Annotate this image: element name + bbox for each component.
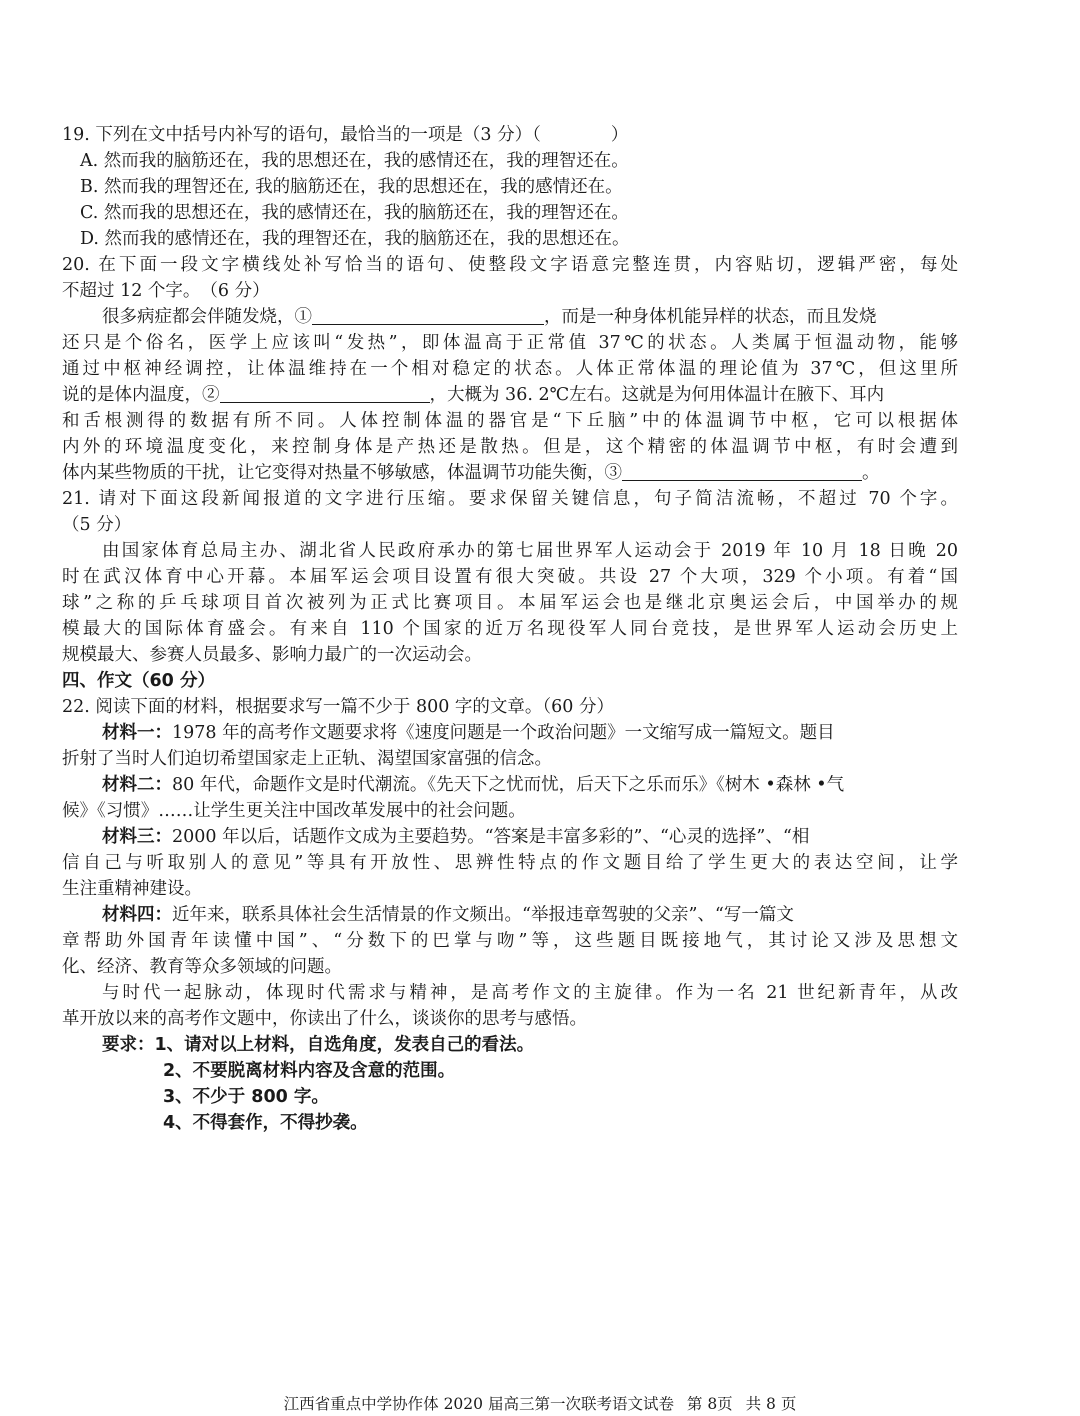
q22-material3-line1 [62, 824, 958, 850]
q20-text: 体内某些物质的干扰，让它变得对热量不够敏感，体温调节功能失衡，③ [62, 463, 622, 483]
material-label: 材料一： [102, 723, 172, 743]
material-text: 近年来，联系具体社会生活情景的作文频出。“举报违章驾驶的父亲”、“写一篇文 [172, 905, 794, 925]
q22-material4-line2: 章帮助外国青年读懂中国”、“分数下的巴掌与吻”等，这些题目既接地气，其讨论又涉及思想文 [62, 931, 958, 951]
footer-title: 江西省重点中学协作体 2020 届高三第一次联考语文试卷 [283, 1395, 674, 1413]
q20-passage-line7 [62, 460, 958, 486]
q22-prompt-line1: 与时代一起脉动，体现时代需求与精神，是高考作文的主旋律。作为一名 21 世纪新青年，从改 [102, 983, 958, 1003]
material-text: 80 年代，命题作文是时代潮流。《先天下之忧而忧，后天下之乐而乐》《树木 •森林 •气 [172, 775, 845, 795]
q20-passage-line6: 内外的环境温度变化，来控制身体是产热还是散热。但是，这个精密的体温调节中枢，有时会遭到 [62, 437, 958, 457]
q19-option-d: D. 然而我的感情还在，我的理智还在，我的脑筋还在，我的思想还在。 [80, 229, 630, 249]
page-footer [0, 1394, 1080, 1414]
q20-text: ，而是一种身体机能异样的状态，而且发烧 [544, 307, 877, 327]
answer-blank-2 [220, 384, 430, 403]
material-label: 材料四： [102, 905, 172, 925]
section-heading: 四、作文（60 分） [62, 671, 215, 691]
q21-news-line2: 时在武汉体育中心开幕。本届军运会项目设置有很大突破。共设 27 个大项，329 个小项。有着“国 [62, 567, 958, 587]
footer-page-total: 共 8 页 [745, 1395, 797, 1413]
q20-text: 。 [862, 463, 880, 483]
q19-stem: 19. 下列在文中括号内补写的语句，最恰当的一项是（3 分）（ ） [62, 125, 629, 145]
q20-passage-line5: 和舌根测得的数据有所不同。人体控制体温的器官是“下丘脑”中的体温调节中枢，它可以根据体 [62, 411, 958, 431]
q19-option-b: B. 然而我的理智还在, 我的脑筋还在，我的思想还在，我的感情还在。 [80, 177, 623, 197]
q22-material4-line1 [62, 902, 958, 928]
footer-page-number: 第 8页 [686, 1395, 733, 1413]
q21-news-line4: 模最大的国际体育盛会。有来自 110 个国家的近万名现役军人同台竞技，是世界军人运动会历史上 [62, 619, 958, 639]
q22-prompt-line2: 革开放以来的高考作文题中，你读出了什么，谈谈你的思考与感悟。 [62, 1009, 587, 1029]
material-label: 材料二： [102, 775, 172, 795]
q22-material1-line1 [62, 720, 958, 746]
q21-news-line3: 球”之称的乒乓球项目首次被列为正式比赛项目。本届军运会也是继北京奥运会后，中国举办的规 [62, 593, 958, 613]
q21-news-line1: 由国家体育总局主办、湖北省人民政府承办的第七届世界军人运动会于 2019 年 10 月 18 日晚 20 [102, 541, 958, 561]
material-text: 1978 年的高考作文题要求将《速度问题是一个政治问题》一文缩写成一篇短文。题目 [172, 723, 835, 743]
q20-passage-line4 [62, 382, 958, 408]
q20-passage-line3: 通过中枢神经调控，让体温维持在一个相对稳定的状态。人体正常体温的理论值为 37℃，但这里所 [62, 359, 958, 379]
q20-stem-line2: 不超过 12 个字。 （6 分） [62, 281, 270, 301]
requirement-4: 4、不得套作，不得抄袭。 [163, 1113, 368, 1133]
q22-material2-line1 [62, 772, 958, 798]
q21-stem-line1: 21. 请对下面这段新闻报道的文字进行压缩。要求保留关键信息，句子简洁流畅，不超过 70 个字。 [62, 489, 958, 509]
q22-material3-line2: 信自己与听取别人的意见”等具有开放性、思辨性特点的作文题目给了学生更大的表达空间，让学 [62, 853, 958, 873]
q22-material4-line3: 化、经济、教育等众多领域的问题。 [62, 957, 342, 977]
requirement-3: 3、不少于 800 字。 [163, 1087, 329, 1107]
material-label: 材料三： [102, 827, 172, 847]
q20-passage-line1 [62, 304, 958, 330]
exam-page [62, 122, 958, 1136]
q22-material3-line3: 生注重精神建设。 [62, 879, 202, 899]
q21-stem-line2: （5 分） [62, 515, 132, 535]
answer-blank-1 [312, 306, 544, 325]
material-text: 2000 年以后，话题作文成为主要趋势。“答案是丰富多彩的”、“心灵的选择”、“相 [172, 827, 810, 847]
answer-blank-3 [622, 462, 862, 481]
requirement-1: 要求：1、请对以上材料，自选角度，发表自己的看法。 [102, 1035, 535, 1055]
q20-passage-line2: 还只是个俗名，医学上应该叫“发热”，即体温高于正常值 37℃的状态。人类属于恒温动物，能够 [62, 333, 958, 353]
q20-stem-line1: 20. 在下面一段文字横线处补写恰当的语句、使整段文字语意完整连贯，内容贴切，逻辑严密，每处 [62, 255, 958, 275]
q20-text: 很多病症都会伴随发烧，① [102, 307, 312, 327]
q22-material1-line2: 折射了当时人们迫切希望国家走上正轨、渴望国家富强的信念。 [62, 749, 552, 769]
requirement-2: 2、不要脱离材料内容及含意的范围。 [163, 1061, 456, 1081]
q19-option-c: C. 然而我的思想还在，我的感情还在，我的脑筋还在，我的理智还在。 [80, 203, 629, 223]
q19-option-a: A. 然而我的脑筋还在，我的思想还在，我的感情还在，我的理智还在。 [80, 151, 629, 171]
q21-news-line5: 规模最大、参赛人员最多、影响力最广的一次运动会。 [62, 645, 482, 665]
q20-text: 说的是体内温度，② [62, 385, 220, 405]
q22-material2-line2: 候》《习惯》……让学生更关注中国改革发展中的社会问题。 [62, 801, 526, 821]
q20-text: ，大概为 36. 2℃左右。这就是为何用体温计在腋下、耳内 [429, 385, 885, 405]
q22-stem: 22. 阅读下面的材料，根据要求写一篇不少于 800 字的文章。（60 分） [62, 697, 614, 717]
